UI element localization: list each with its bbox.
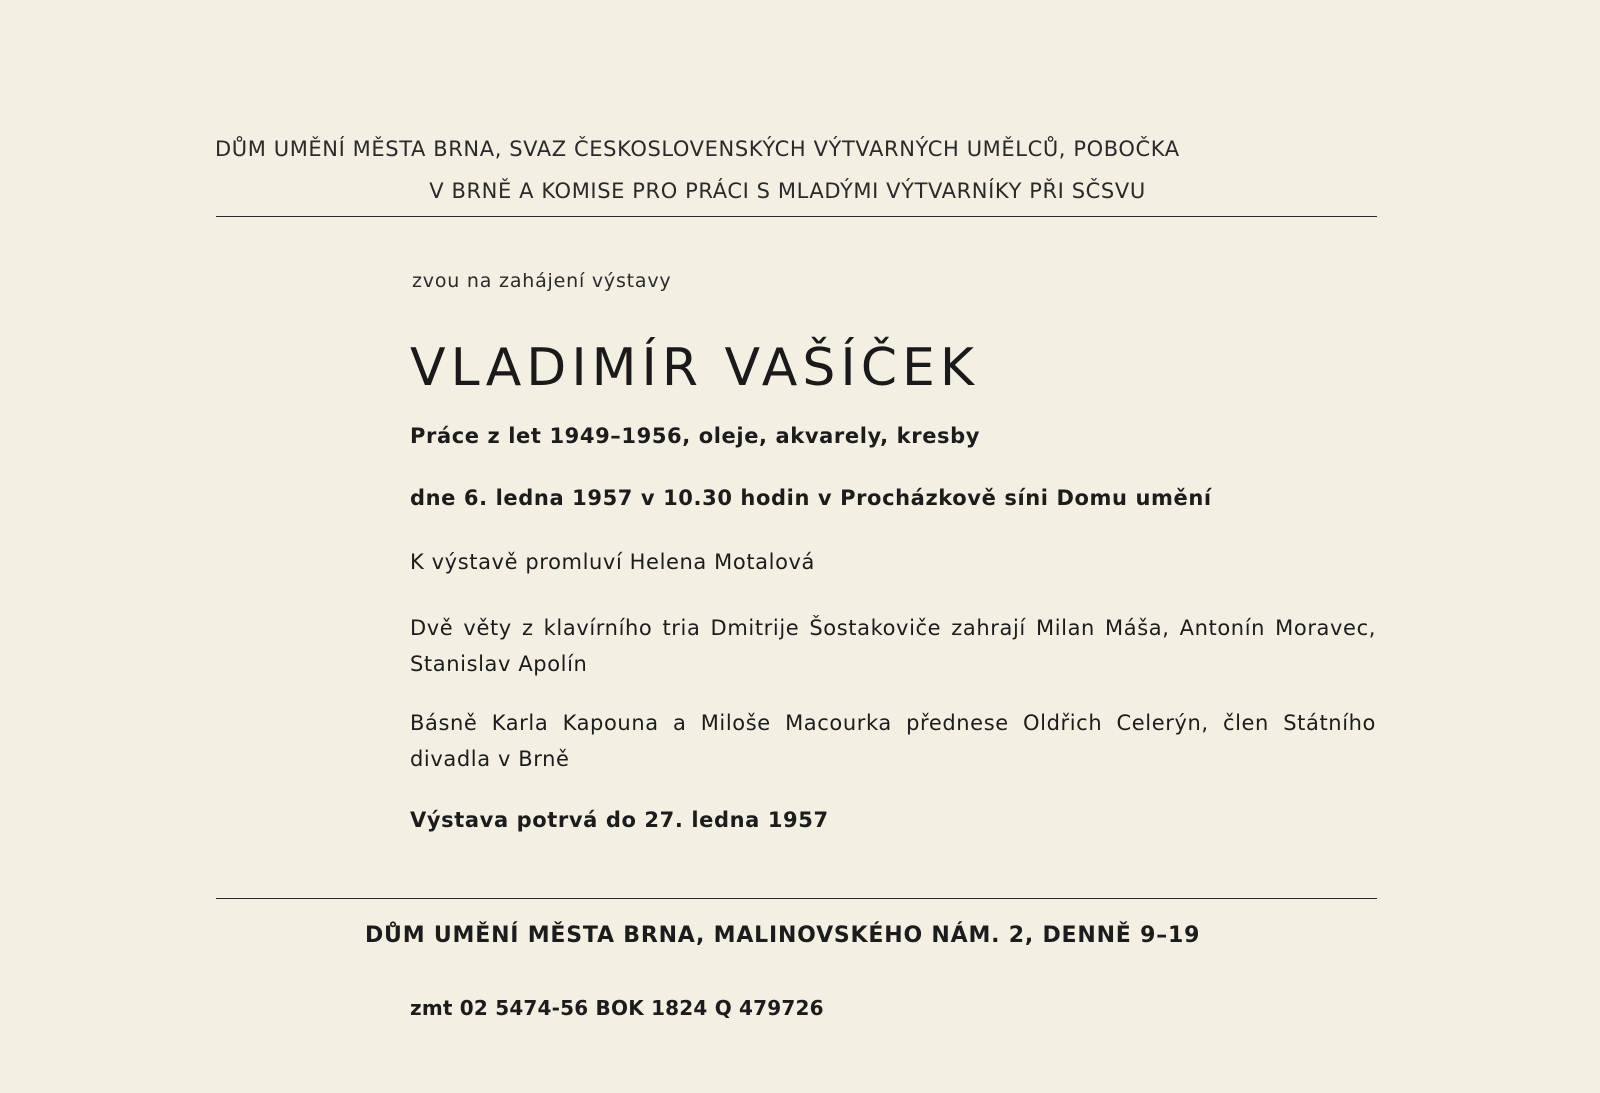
artist-name: VLADIMÍR VAŠÍČEK — [410, 338, 979, 398]
music-program: Dvě věty z klavírního tria Dmitrije Šostakoviče zahrají Milan Máša, Antonín Moravec, Stanislav Apolín — [410, 616, 1376, 676]
speaker-line: K výstavě promluví Helena Motalová — [410, 550, 816, 574]
exhibition-duration: Výstava potrvá do 27. ledna 1957 — [410, 808, 829, 832]
poetry-program: Básně Karla Kapouna a Miloše Macourka přednese Oldřich Celerýn, člen Státního divadla v Brně — [410, 711, 1376, 771]
works-description: Práce z let 1949–1956, oleje, akvarely, kresby — [410, 424, 981, 448]
invitation-intro: zvou na zahájení výstavy — [412, 270, 672, 292]
organizers-line-2: V BRNĚ A KOMISE PRO PRÁCI S MLADÝMI VÝTVARNÍKY PŘI SČSVU — [429, 179, 1146, 203]
organizers-header — [215, 128, 1375, 212]
venue-address: DŮM UMĚNÍ MĚSTA BRNA, MALINOVSKÉHO NÁM. 2, DENNĚ 9–19 — [365, 923, 1201, 948]
opening-date-place: dne 6. ledna 1957 v 10.30 hodin v Procházkově síni Domu umění — [410, 486, 1212, 510]
organizers-line-1: DŮM UMĚNÍ MĚSTA BRNA, SVAZ ČESKOSLOVENSKÝCH VÝTVARNÝCH UMĚLCŮ, POBOČKA — [215, 137, 1180, 161]
bottom-divider — [216, 898, 1377, 899]
top-divider — [216, 216, 1377, 217]
print-code: zmt 02 5474-56 BOK 1824 Q 479726 — [410, 996, 824, 1020]
